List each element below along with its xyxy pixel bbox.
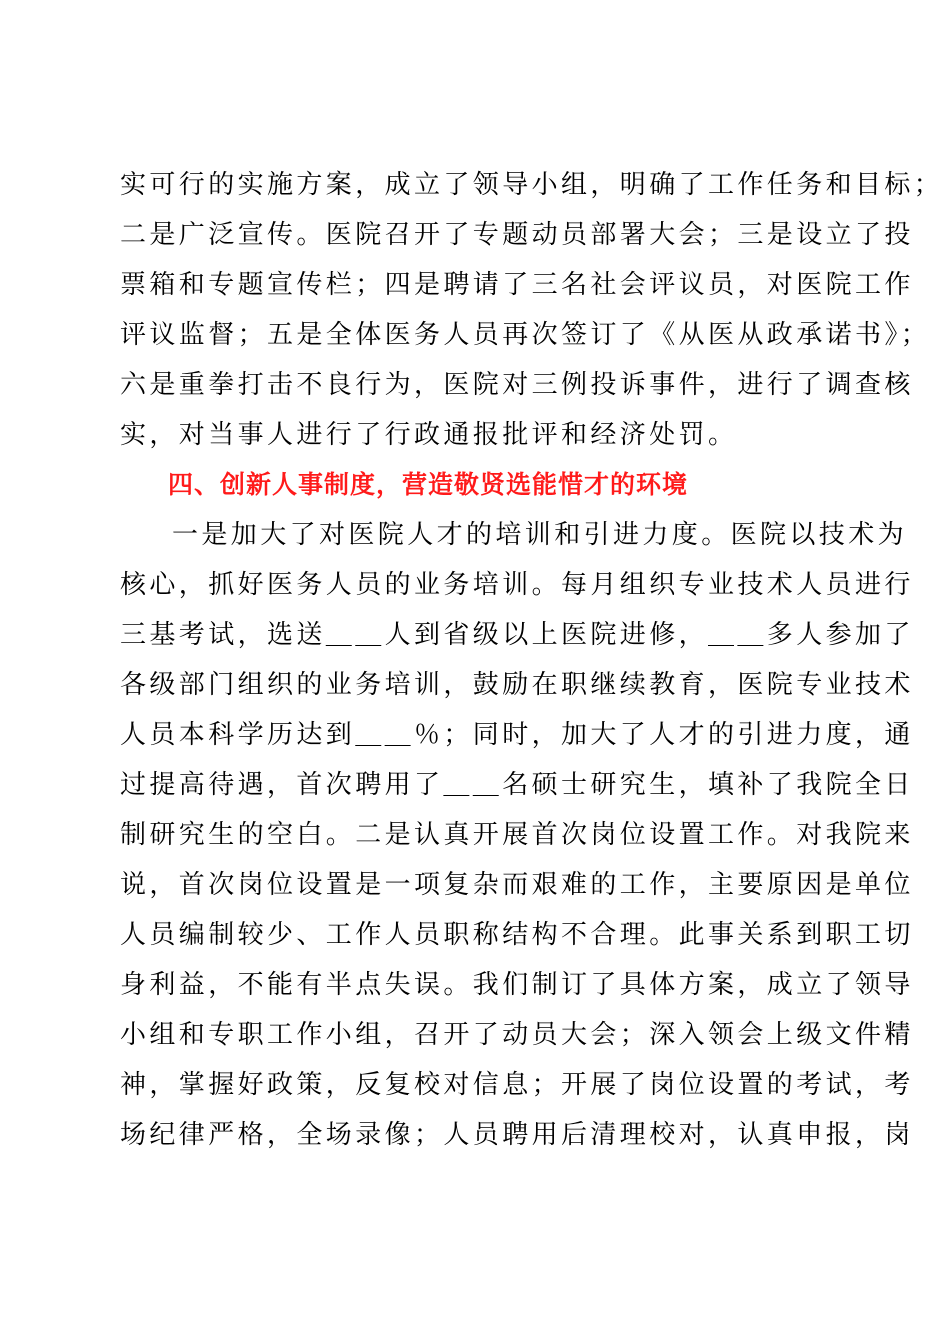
body-line: 二是广泛宣传。医院召开了专题动员部署大会；三是设立了投 <box>120 220 914 250</box>
body-line: 六是重拳打击不良行为，医院对三例投诉事件，进行了调查核 <box>120 370 914 400</box>
body-line: 人员本科学历达到＿＿％；同时，加大了人才的引进力度，通 <box>120 720 914 750</box>
section-heading: 四、创新人事制度，营造敬贤选能惜才的环境 <box>168 470 689 499</box>
body-line: 三基考试，选送＿＿人到省级以上医院进修，＿＿多人参加了 <box>120 620 914 650</box>
body-line: 票箱和专题宣传栏；四是聘请了三名社会评议员，对医院工作 <box>120 270 914 300</box>
body-line: 说，首次岗位设置是一项复杂而艰难的工作，主要原因是单位 <box>120 870 914 900</box>
body-line: 实，对当事人进行了行政通报批评和经济处罚。 <box>120 420 738 450</box>
document-body <box>120 160 944 1160</box>
body-line: 人员编制较少、工作人员职称结构不合理。此事关系到职工切 <box>120 920 914 950</box>
body-line: 小组和专职工作小组，召开了动员大会；深入领会上级文件精 <box>120 1020 914 1050</box>
body-line: 核心，抓好医务人员的业务培训。每月组织专业技术人员进行 <box>120 570 914 600</box>
paragraph-first-line: 一是加大了对医院人才的培训和引进力度。医院以技术为 <box>172 520 908 550</box>
body-line: 神，掌握好政策，反复校对信息；开展了岗位设置的考试，考 <box>120 1070 914 1100</box>
body-line: 实可行的实施方案，成立了领导小组，明确了工作任务和目标； <box>120 170 944 200</box>
body-line: 各级部门组织的业务培训，鼓励在职继续教育，医院专业技术 <box>120 670 914 700</box>
body-line: 场纪律严格，全场录像；人员聘用后清理校对，认真申报，岗 <box>120 1120 914 1150</box>
body-line: 身利益，不能有半点失误。我们制订了具体方案，成立了领导 <box>120 970 914 1000</box>
body-line: 制研究生的空白。二是认真开展首次岗位设置工作。对我院来 <box>120 820 914 850</box>
body-line: 评议监督；五是全体医务人员再次签订了《从医从政承诺书》； <box>120 320 931 350</box>
body-line: 过提高待遇，首次聘用了＿＿名硕士研究生，填补了我院全日 <box>120 770 914 800</box>
